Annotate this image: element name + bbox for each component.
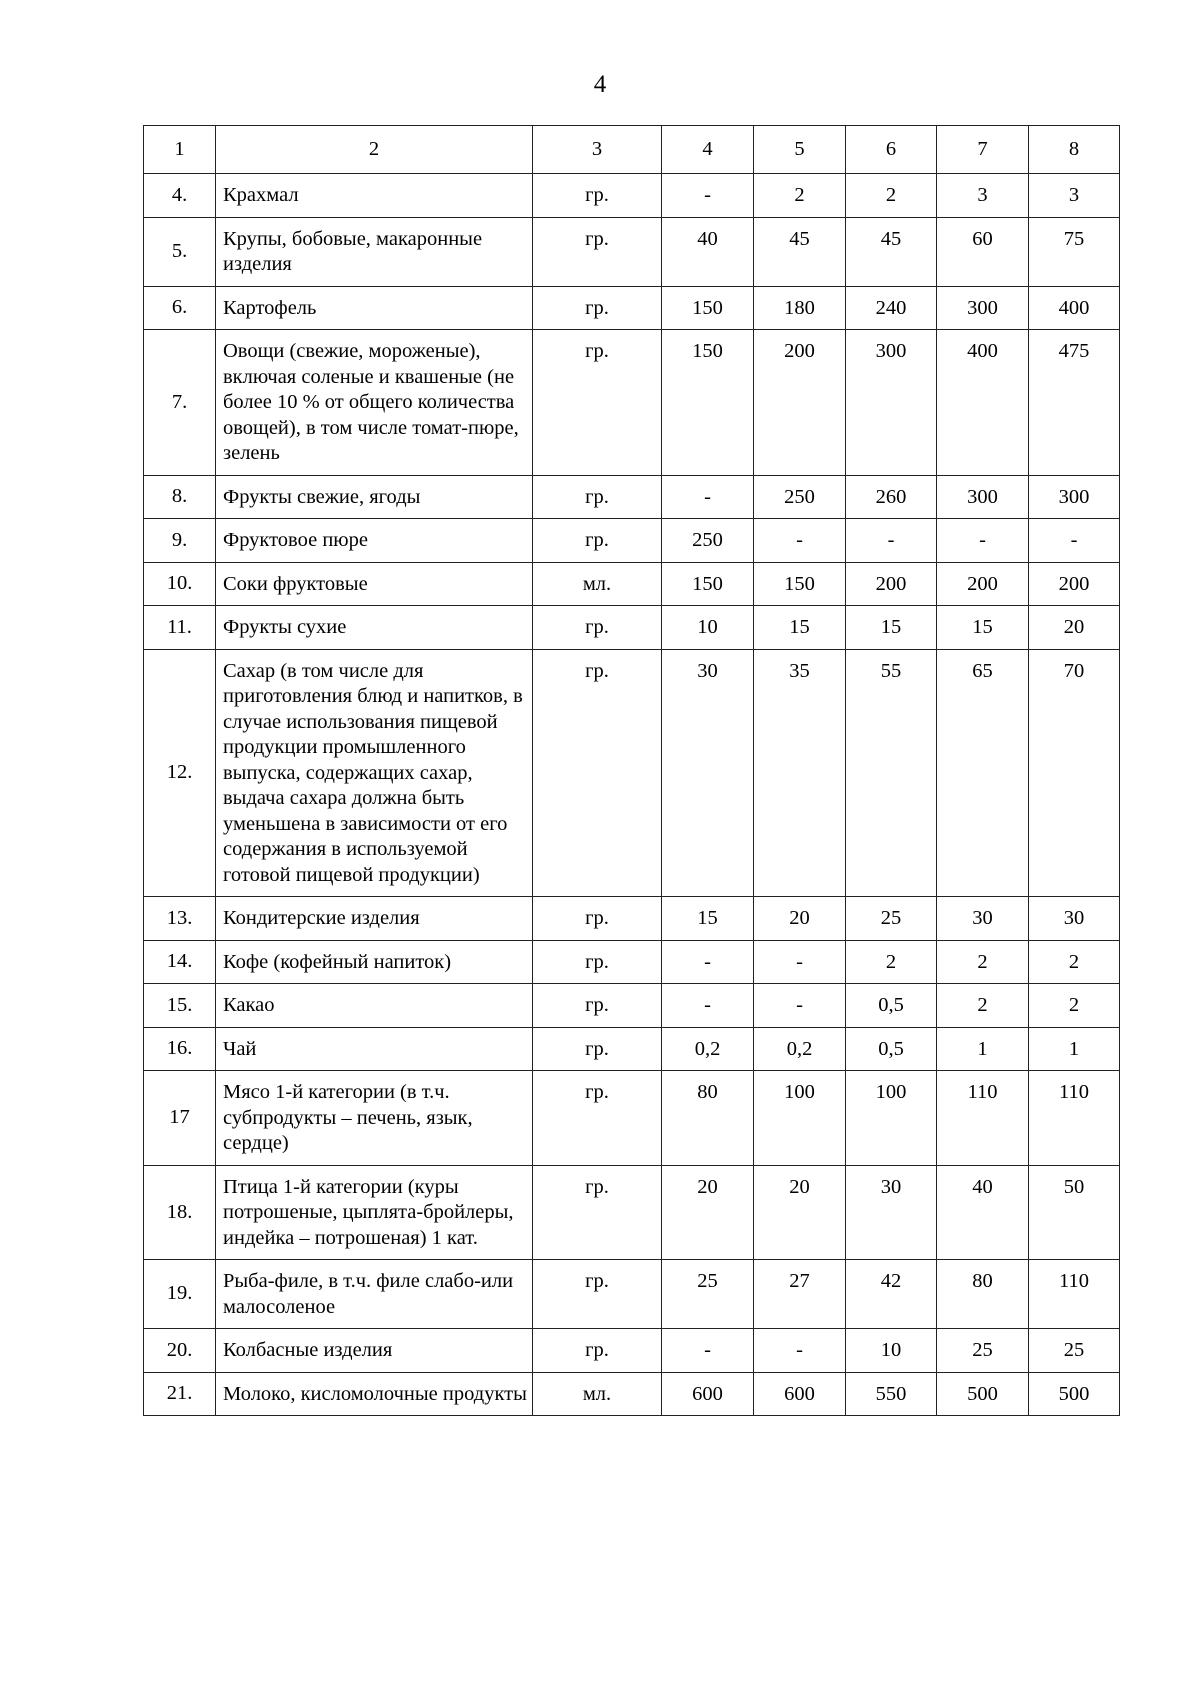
- norm-value-cell: 0,5: [846, 984, 937, 1028]
- norm-value-cell: 10: [662, 606, 754, 650]
- unit-cell: гр.: [533, 649, 662, 897]
- row-number-cell: 13.: [144, 897, 216, 941]
- norm-value-cell: 400: [1029, 286, 1120, 330]
- product-name-cell: Чай: [216, 1027, 533, 1071]
- unit-cell: мл.: [533, 1372, 662, 1416]
- table-header-row: [144, 126, 1120, 174]
- norm-value-cell: 475: [1029, 330, 1120, 476]
- norm-value-cell: 25: [846, 897, 937, 941]
- product-name-cell: Картофель: [216, 286, 533, 330]
- product-name-cell: Птица 1-й категории (куры потрошеные, цыплята-бройлеры, индейка – потрошеная) 1 кат.: [216, 1165, 533, 1260]
- norm-value-cell: 70: [1029, 649, 1120, 897]
- table-row: [144, 286, 1120, 330]
- norm-value-cell: 75: [1029, 217, 1120, 286]
- norm-value-cell: 20: [662, 1165, 754, 1260]
- unit-cell: гр.: [533, 519, 662, 563]
- norm-value-cell: 80: [937, 1260, 1029, 1329]
- norm-value-cell: 200: [846, 562, 937, 606]
- product-name-cell: Кофе (кофейный напиток): [216, 940, 533, 984]
- norm-value-cell: 0,5: [846, 1027, 937, 1071]
- norm-value-cell: 35: [754, 649, 846, 897]
- norm-value-cell: 3: [1029, 174, 1120, 218]
- norm-value-cell: 25: [937, 1329, 1029, 1373]
- unit-cell: гр.: [533, 1165, 662, 1260]
- norm-value-cell: -: [754, 1329, 846, 1373]
- page-number: 4: [593, 71, 607, 98]
- product-name-cell: Фрукты сухие: [216, 606, 533, 650]
- norm-value-cell: 550: [846, 1372, 937, 1416]
- norm-value-cell: 1: [1029, 1027, 1120, 1071]
- norm-value-cell: 600: [662, 1372, 754, 1416]
- table-row: [144, 1260, 1120, 1329]
- norm-value-cell: 2: [846, 940, 937, 984]
- norm-value-cell: 55: [846, 649, 937, 897]
- norm-value-cell: 65: [937, 649, 1029, 897]
- norm-value-cell: 15: [846, 606, 937, 650]
- table-body: [144, 126, 1120, 1416]
- norm-value-cell: 30: [937, 897, 1029, 941]
- norm-value-cell: 15: [754, 606, 846, 650]
- norm-value-cell: 0,2: [662, 1027, 754, 1071]
- unit-cell: гр.: [533, 606, 662, 650]
- row-number-cell: 8.: [144, 475, 216, 519]
- header-cell: 1: [144, 126, 216, 174]
- row-number-cell: 11.: [144, 606, 216, 650]
- norm-value-cell: 250: [662, 519, 754, 563]
- norm-value-cell: 600: [754, 1372, 846, 1416]
- norm-value-cell: -: [1029, 519, 1120, 563]
- table-row: [144, 562, 1120, 606]
- unit-cell: гр.: [533, 1260, 662, 1329]
- norm-value-cell: 300: [846, 330, 937, 476]
- norm-value-cell: 20: [1029, 606, 1120, 650]
- table-row: [144, 1165, 1120, 1260]
- norm-value-cell: 80: [662, 1071, 754, 1166]
- product-name-cell: Рыба-филе, в т.ч. филе слабо-или малосоленое: [216, 1260, 533, 1329]
- unit-cell: гр.: [533, 984, 662, 1028]
- row-number-cell: 15.: [144, 984, 216, 1028]
- row-number-cell: 12.: [144, 649, 216, 897]
- food-norms-table: [143, 125, 1120, 1416]
- norm-value-cell: 2: [937, 940, 1029, 984]
- norm-value-cell: 200: [1029, 562, 1120, 606]
- norm-value-cell: 300: [937, 475, 1029, 519]
- norm-value-cell: 200: [754, 330, 846, 476]
- norm-value-cell: 25: [1029, 1329, 1120, 1373]
- norm-value-cell: 110: [937, 1071, 1029, 1166]
- norm-value-cell: 15: [937, 606, 1029, 650]
- norm-value-cell: 50: [1029, 1165, 1120, 1260]
- norm-value-cell: -: [754, 519, 846, 563]
- table-row: [144, 475, 1120, 519]
- unit-cell: гр.: [533, 217, 662, 286]
- norm-value-cell: 3: [937, 174, 1029, 218]
- norm-value-cell: 200: [937, 562, 1029, 606]
- product-name-cell: Фрукты свежие, ягоды: [216, 475, 533, 519]
- unit-cell: гр.: [533, 1329, 662, 1373]
- norm-value-cell: 60: [937, 217, 1029, 286]
- product-name-cell: Сахар (в том числе для приготовления блюд и напитков, в случае использования пищевой продукции промышленного выпуска, содержащих сахар, выдача сахара должна быть уменьшена в зависимости от его содержания в используемой готовой пищевой продукции): [216, 649, 533, 897]
- row-number-cell: 5.: [144, 217, 216, 286]
- norm-value-cell: -: [846, 519, 937, 563]
- norm-value-cell: 300: [937, 286, 1029, 330]
- header-cell: 4: [662, 126, 754, 174]
- norm-value-cell: 150: [662, 562, 754, 606]
- norm-value-cell: 25: [662, 1260, 754, 1329]
- norm-value-cell: -: [662, 174, 754, 218]
- table-row: [144, 606, 1120, 650]
- header-cell: 3: [533, 126, 662, 174]
- norm-value-cell: 100: [846, 1071, 937, 1166]
- norm-value-cell: 500: [1029, 1372, 1120, 1416]
- row-number-cell: 9.: [144, 519, 216, 563]
- product-name-cell: Овощи (свежие, мороженые), включая соленые и квашеные (не более 10 % от общего количества овощей), в том числе томат-пюре, зелень: [216, 330, 533, 476]
- norm-value-cell: 2: [937, 984, 1029, 1028]
- norm-value-cell: -: [662, 984, 754, 1028]
- unit-cell: гр.: [533, 897, 662, 941]
- product-name-cell: Колбасные изделия: [216, 1329, 533, 1373]
- unit-cell: гр.: [533, 475, 662, 519]
- unit-cell: гр.: [533, 286, 662, 330]
- norm-value-cell: 30: [846, 1165, 937, 1260]
- header-cell: 2: [216, 126, 533, 174]
- table-row: [144, 649, 1120, 897]
- norm-value-cell: 40: [662, 217, 754, 286]
- norm-value-cell: 180: [754, 286, 846, 330]
- norm-value-cell: 20: [754, 897, 846, 941]
- row-number-cell: 18.: [144, 1165, 216, 1260]
- row-number-cell: 21.: [144, 1372, 216, 1416]
- norm-value-cell: -: [662, 940, 754, 984]
- norm-value-cell: 240: [846, 286, 937, 330]
- norm-value-cell: 250: [754, 475, 846, 519]
- header-cell: 8: [1029, 126, 1120, 174]
- norm-value-cell: 20: [754, 1165, 846, 1260]
- header-cell: 5: [754, 126, 846, 174]
- norm-value-cell: 2: [1029, 984, 1120, 1028]
- product-name-cell: Крупы, бобовые, макаронные изделия: [216, 217, 533, 286]
- norm-value-cell: 30: [662, 649, 754, 897]
- header-cell: 6: [846, 126, 937, 174]
- table-row: [144, 330, 1120, 476]
- product-name-cell: Кондитерские изделия: [216, 897, 533, 941]
- norm-value-cell: -: [662, 475, 754, 519]
- norm-value-cell: 0,2: [754, 1027, 846, 1071]
- table-row: [144, 174, 1120, 218]
- row-number-cell: 20.: [144, 1329, 216, 1373]
- norm-value-cell: 300: [1029, 475, 1120, 519]
- norm-value-cell: 27: [754, 1260, 846, 1329]
- header-cell: 7: [937, 126, 1029, 174]
- norm-value-cell: -: [662, 1329, 754, 1373]
- unit-cell: гр.: [533, 1071, 662, 1166]
- product-name-cell: Какао: [216, 984, 533, 1028]
- norm-value-cell: 30: [1029, 897, 1120, 941]
- norm-value-cell: 10: [846, 1329, 937, 1373]
- norm-value-cell: 260: [846, 475, 937, 519]
- row-number-cell: 14.: [144, 940, 216, 984]
- norm-value-cell: 2: [754, 174, 846, 218]
- unit-cell: гр.: [533, 330, 662, 476]
- norm-value-cell: 2: [1029, 940, 1120, 984]
- norm-value-cell: 400: [937, 330, 1029, 476]
- norm-value-cell: -: [754, 984, 846, 1028]
- row-number-cell: 17: [144, 1071, 216, 1166]
- row-number-cell: 19.: [144, 1260, 216, 1329]
- product-name-cell: Фруктовое пюре: [216, 519, 533, 563]
- norm-value-cell: 100: [754, 1071, 846, 1166]
- unit-cell: гр.: [533, 174, 662, 218]
- norm-value-cell: 2: [846, 174, 937, 218]
- norm-value-cell: 500: [937, 1372, 1029, 1416]
- row-number-cell: 7.: [144, 330, 216, 476]
- table-row: [144, 1027, 1120, 1071]
- table-row: [144, 984, 1120, 1028]
- norm-value-cell: 150: [754, 562, 846, 606]
- table-row: [144, 217, 1120, 286]
- norm-value-cell: 110: [1029, 1071, 1120, 1166]
- norm-value-cell: 1: [937, 1027, 1029, 1071]
- norm-value-cell: 150: [662, 286, 754, 330]
- norm-value-cell: 150: [662, 330, 754, 476]
- table-row: [144, 1071, 1120, 1166]
- product-name-cell: Мясо 1-й категории (в т.ч. субпродукты – печень, язык, сердце): [216, 1071, 533, 1166]
- norm-value-cell: 45: [754, 217, 846, 286]
- product-name-cell: Молоко, кисломолочные продукты: [216, 1372, 533, 1416]
- norm-value-cell: 40: [937, 1165, 1029, 1260]
- norm-value-cell: 15: [662, 897, 754, 941]
- table-row: [144, 940, 1120, 984]
- norm-value-cell: -: [754, 940, 846, 984]
- norm-value-cell: 110: [1029, 1260, 1120, 1329]
- table-row: [144, 897, 1120, 941]
- row-number-cell: 16.: [144, 1027, 216, 1071]
- norm-value-cell: -: [937, 519, 1029, 563]
- row-number-cell: 6.: [144, 286, 216, 330]
- product-name-cell: Соки фруктовые: [216, 562, 533, 606]
- unit-cell: гр.: [533, 1027, 662, 1071]
- norm-value-cell: 45: [846, 217, 937, 286]
- table-row: [144, 1372, 1120, 1416]
- row-number-cell: 10.: [144, 562, 216, 606]
- row-number-cell: 4.: [144, 174, 216, 218]
- product-name-cell: Крахмал: [216, 174, 533, 218]
- table-row: [144, 519, 1120, 563]
- unit-cell: мл.: [533, 562, 662, 606]
- unit-cell: гр.: [533, 940, 662, 984]
- norm-value-cell: 42: [846, 1260, 937, 1329]
- table-row: [144, 1329, 1120, 1373]
